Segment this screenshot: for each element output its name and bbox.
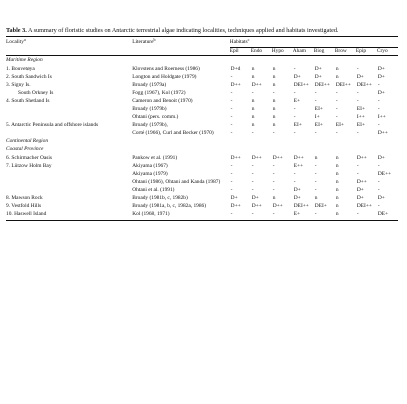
habitat-value-epil: D++	[230, 81, 241, 88]
habitat-value-endo: D++	[251, 81, 262, 88]
floristic-table	[6, 37, 398, 221]
habitat-value-cryo: -	[377, 105, 380, 112]
habitat-value-epip: -	[356, 211, 359, 218]
literature-cell: Broady (1979b),	[132, 122, 168, 129]
habitat-value-aham: -	[293, 89, 296, 96]
habitat-value-epip: EI+	[356, 105, 365, 112]
habitat-value-brow: -	[335, 97, 338, 104]
habitat-value-biog: -	[314, 162, 317, 169]
habitat-value-biog: n	[314, 154, 318, 161]
locality-header: Locality$^a$	[6, 37, 26, 46]
literature-cell: Akiyama (1979)	[132, 170, 168, 177]
habitat-value-cryo: D+	[377, 65, 385, 72]
locality-cell: 6. Schirmacher Oasis	[6, 154, 52, 161]
habitat-value-epip: I++	[356, 114, 365, 121]
habitat-value-hypo: -	[272, 170, 275, 177]
habitat-value-biog: n	[314, 195, 318, 201]
habitat-value-hypo: -	[272, 211, 275, 218]
habitat-value-epip: EI+	[356, 122, 365, 129]
table-row	[6, 105, 398, 113]
habitat-value-endo: -	[251, 162, 254, 169]
literature-cell: Pankow et al. (1991)	[132, 154, 178, 161]
table-row	[6, 73, 398, 81]
literature-cell: Ohtani (1986), Ohtani and Kanda (1987)	[132, 178, 221, 185]
habitat-value-aham: -	[293, 178, 296, 185]
habitat-col-epil: Epil	[229, 48, 239, 55]
habitat-value-brow: n	[335, 170, 339, 177]
habitat-value-biog: I+	[314, 114, 320, 121]
habitat-value-epip: -	[356, 65, 359, 72]
literature-cell: Broady (1979a)	[132, 81, 167, 88]
table-row	[6, 89, 398, 97]
locality-cell: 3. Signy Is.	[6, 81, 31, 88]
habitats-header: Habitats$^c$	[230, 37, 398, 48]
habitat-col-brow: Brow	[334, 48, 347, 55]
habitat-value-endo: n	[251, 65, 255, 72]
habitat-value-epip: DEI++	[356, 203, 372, 210]
habitat-value-aham: -	[293, 114, 296, 121]
habitat-col-endo: Endo	[250, 48, 263, 55]
habitat-value-hypo: n	[272, 73, 276, 80]
habitat-value-epip: -	[356, 89, 359, 96]
habitat-value-epil: -	[230, 97, 233, 104]
habitat-value-brow: n	[335, 211, 339, 218]
habitat-value-endo: n	[251, 97, 255, 104]
habitat-value-brow: -	[335, 130, 338, 137]
habitat-value-hypo: -	[272, 186, 275, 193]
literature-cell: Klovstens and Roerness (1986)	[132, 65, 200, 72]
habitat-value-aham: DEI++	[293, 81, 309, 88]
locality-cell	[6, 178, 132, 186]
habitat-value-endo: -	[251, 170, 254, 177]
habitat-col-cryo: Cryo	[376, 48, 388, 55]
habitat-value-endo: D++	[251, 203, 262, 210]
literature-cell: Akiyama (1967)	[132, 162, 168, 169]
habitat-value-cryo: D+	[377, 154, 385, 161]
table-caption	[6, 27, 398, 34]
literature-cell: Ohtani et al. (1991)	[132, 186, 175, 193]
locality-cell: 4. South Shetland Is	[6, 97, 50, 104]
habitat-value-biog: -	[314, 89, 317, 96]
habitat-value-epip: -	[356, 162, 359, 169]
habitat-value-cryo: I++	[377, 114, 386, 121]
habitat-value-biog: -	[314, 186, 317, 193]
habitat-value-biog: -	[314, 97, 317, 104]
habitat-value-endo: -	[251, 89, 254, 96]
habitat-value-epil: D++	[230, 203, 241, 210]
habitat-value-brow: -	[335, 105, 338, 112]
habitat-value-epip: DEI++	[356, 81, 372, 88]
habitat-value-epil: D++	[230, 154, 241, 161]
habitat-value-brow: DEI++	[335, 81, 351, 88]
habitat-value-endo: n	[251, 73, 255, 80]
locality-cell: 5. Antarctic Peninsula and offshore islands	[6, 122, 99, 129]
table-body	[6, 56, 398, 221]
habitat-value-hypo: -	[272, 178, 275, 185]
habitat-value-endo: -	[251, 186, 254, 193]
literature-cell: Broady (1979b)	[132, 105, 167, 112]
locality-cell	[6, 170, 132, 178]
table-row	[6, 81, 398, 89]
habitat-value-epil: -	[230, 211, 233, 218]
table-row	[6, 129, 398, 137]
habitat-value-aham: -	[293, 65, 296, 72]
habitat-value-cryo: -	[377, 162, 380, 169]
locality-cell	[6, 113, 132, 121]
habitat-value-biog: DEI+	[314, 203, 327, 210]
habitat-value-biog: -	[314, 170, 317, 177]
habitat-value-brow: n	[335, 154, 339, 161]
table-row	[6, 170, 398, 178]
habitat-value-aham: E++	[293, 162, 304, 169]
habitat-columns-row	[6, 48, 398, 56]
literature-cell: Broady (1981a, b, c, 1982a, 1986)	[132, 203, 207, 210]
habitat-value-hypo: n	[272, 105, 276, 112]
locality-cell: 8. Mawson Rock	[6, 195, 43, 201]
literature-cell: Corté (1966), Curl and Becker (1970)	[132, 130, 214, 137]
table-row	[6, 210, 398, 218]
table-row	[6, 202, 398, 210]
habitat-value-hypo: D++	[272, 203, 283, 210]
habitat-col-biog: Biog	[313, 48, 325, 55]
habitat-value-aham: -	[293, 130, 296, 137]
section-title: Maritime Region	[6, 56, 398, 65]
habitat-value-epil: D+	[230, 195, 238, 201]
habitat-value-epip: D++	[356, 178, 367, 185]
habitat-value-epil: -	[230, 89, 233, 96]
habitat-value-endo: n	[251, 105, 255, 112]
habitat-value-endo: -	[251, 211, 254, 218]
habitat-value-cryo: D+	[377, 89, 385, 96]
habitat-value-hypo: -	[272, 162, 275, 169]
habitat-value-biog: -	[314, 211, 317, 218]
habitat-value-epil: -	[230, 114, 233, 121]
table-row	[6, 97, 398, 105]
literature-cell: Cameron and Benoit (1970)	[132, 97, 193, 104]
habitat-value-aham: D+	[293, 195, 301, 201]
habitat-value-hypo: D++	[272, 154, 283, 161]
habitat-value-aham: -	[293, 105, 296, 112]
habitat-value-cryo: DE++	[377, 170, 392, 177]
habitat-value-epip: -	[356, 170, 359, 177]
habitat-value-brow: n	[335, 178, 339, 185]
habitat-value-aham: D+	[293, 73, 301, 80]
habitat-col-hypo: Hypo	[271, 48, 284, 55]
habitat-value-cryo: -	[377, 186, 380, 193]
habitat-value-epil: -	[230, 162, 233, 169]
literature-cell: Ohtani (pers. comm.)	[132, 114, 179, 121]
habitat-value-epil: -	[230, 186, 233, 193]
table-row	[6, 186, 398, 194]
habitat-value-brow: EI+	[335, 122, 344, 129]
habitat-value-brow: n	[335, 162, 339, 169]
habitat-value-aham: E+	[293, 211, 301, 218]
habitat-value-cryo: -	[377, 97, 380, 104]
locality-cell	[6, 105, 132, 113]
habitat-value-hypo: n	[272, 81, 276, 88]
habitat-value-hypo: n	[272, 97, 276, 104]
habitat-value-aham: D++	[293, 154, 304, 161]
habitat-value-epip: D++	[356, 154, 367, 161]
table-row	[6, 113, 398, 121]
habitat-value-brow: n	[335, 203, 339, 210]
habitat-value-biog: D+	[314, 65, 322, 72]
habitat-value-aham: -	[293, 170, 296, 177]
habitat-value-epil: -	[230, 130, 233, 137]
habitat-value-cryo: -	[377, 81, 380, 88]
habitat-value-endo: n	[251, 114, 255, 121]
habitat-value-brow: n	[335, 186, 339, 193]
habitat-value-hypo: n	[272, 65, 276, 72]
habitat-value-cryo: -	[377, 122, 380, 129]
habitat-value-endo: n	[251, 122, 255, 129]
habitat-value-cryo: D+	[377, 195, 385, 201]
habitat-value-endo: -	[251, 178, 254, 185]
table-row	[6, 65, 398, 73]
habitat-value-cryo: -	[377, 203, 380, 210]
habitat-value-endo: -	[251, 130, 254, 137]
habitat-value-hypo: n	[272, 195, 276, 201]
habitat-value-epip: D+	[356, 73, 364, 80]
habitat-value-epil: -	[230, 73, 233, 80]
habitat-value-epip: D+	[356, 186, 364, 193]
locality-cell	[6, 186, 132, 194]
literature-cell: Fogg (1967), Kol (1972)	[132, 89, 186, 96]
habitat-value-cryo: -	[377, 178, 380, 185]
habitat-value-aham: E+	[293, 97, 301, 104]
habitat-col-epip: Epip	[355, 48, 367, 55]
habitat-value-biog: EI+	[314, 105, 323, 112]
habitat-value-endo: D++	[251, 154, 262, 161]
habitat-col-aham: Aham	[292, 48, 306, 55]
habitat-value-hypo: -	[272, 89, 275, 96]
habitat-value-biog: -	[314, 178, 317, 185]
habitat-value-hypo: n	[272, 114, 276, 121]
habitat-value-aham: DEI++	[293, 203, 309, 210]
habitat-value-epil: -	[230, 122, 233, 129]
habitat-value-biog: D+	[314, 73, 322, 80]
habitat-value-epil: -	[230, 170, 233, 177]
habitat-value-brow: -	[335, 114, 338, 121]
habitat-value-hypo: n	[272, 122, 276, 129]
habitat-value-brow: n	[335, 195, 339, 201]
habitat-value-brow: n	[335, 73, 339, 80]
literature-cell: Kol (1968, 1971)	[132, 211, 170, 218]
habitat-value-aham: D+	[293, 186, 301, 193]
locality-cell: 10. Haswell Island	[6, 211, 47, 218]
document-page	[6, 27, 398, 221]
habitat-value-aham: EI+	[293, 122, 302, 129]
habitat-value-cryo: D+	[377, 73, 385, 80]
table-row	[6, 194, 398, 202]
locality-cell: South Orkney Is	[18, 89, 54, 96]
bottom-rule	[6, 218, 398, 221]
habitat-value-epil: -	[230, 105, 233, 112]
habitat-value-brow: n	[335, 65, 339, 72]
habitat-value-endo: D+	[251, 195, 259, 201]
habitat-value-brow: -	[335, 89, 338, 96]
locality-cell	[6, 129, 132, 137]
literature-cell: Broady (1981b, c, 1982b)	[132, 195, 188, 201]
habitat-value-epil: D+d	[230, 65, 241, 72]
locality-cell: 1. Bouvetøya	[6, 65, 35, 72]
habitat-value-epip: -	[356, 130, 359, 137]
habitat-value-epip: -	[356, 97, 359, 104]
table-row	[6, 178, 398, 186]
habitat-value-hypo: -	[272, 130, 275, 137]
caption-text: A summary of floristic studies on Antarctic terrestrial algae indicating localities, techniques applied and habitats investigated.	[27, 27, 339, 34]
locality-cell: 7. Lützow Holm Bay	[6, 162, 52, 169]
habitat-value-biog: EI+	[314, 122, 323, 129]
habitat-value-epip: D+	[356, 195, 364, 201]
habitat-value-cryo: D++	[377, 130, 388, 137]
literature-header: Literature$^b$	[132, 37, 156, 46]
table-row	[6, 121, 398, 129]
locality-cell: 9. Vestfold Hills	[6, 203, 42, 210]
habitat-value-biog: DEI++	[314, 81, 330, 88]
habitat-value-epil: -	[230, 178, 233, 185]
literature-cell: Longton and Holdgate (1979)	[132, 73, 197, 80]
caption-label: Table 3.	[6, 27, 27, 34]
locality-cell: 2. South Sandwich Is	[6, 73, 52, 80]
section-title: Continental Region	[6, 138, 49, 145]
habitat-value-cryo: DE+	[377, 211, 389, 218]
table-row	[6, 162, 398, 170]
habitat-value-biog: -	[314, 130, 317, 137]
table-row	[6, 154, 398, 162]
section-subtitle: Coastal Province	[6, 146, 44, 153]
